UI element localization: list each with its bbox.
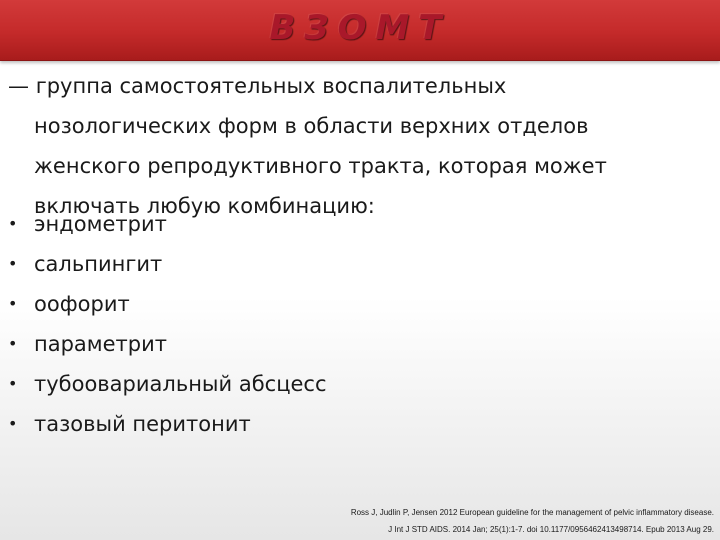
list-item bbox=[8, 244, 327, 284]
condition-list bbox=[8, 204, 327, 444]
bullet-icon: • bbox=[8, 334, 18, 353]
definition-line: включать любую комбинацию: bbox=[34, 194, 375, 218]
list-item bbox=[8, 404, 327, 444]
list-item bbox=[8, 324, 327, 364]
bullet-icon: • bbox=[8, 294, 18, 313]
citation-line: Ross J, Judlin P, Jensen 2012 European guideline for the management of pelvic inflammatory disease. bbox=[350, 508, 714, 517]
list-item-label: оофорит bbox=[34, 292, 130, 316]
bullet-icon: • bbox=[8, 254, 18, 273]
list-item bbox=[8, 364, 327, 404]
bullet-icon: • bbox=[8, 214, 18, 233]
list-item-label: тазовый перитонит bbox=[34, 412, 251, 436]
list-item-label: сальпингит bbox=[34, 252, 163, 276]
em-dash: — bbox=[8, 74, 29, 98]
definition-text bbox=[8, 66, 607, 226]
list-item-label: эндометрит bbox=[34, 212, 167, 236]
list-item-label: параметрит bbox=[34, 332, 168, 356]
definition-line bbox=[8, 66, 607, 106]
definition-line: нозологических форм в области верхних отделов bbox=[34, 114, 589, 138]
citation-line: J Int J STD AIDS. 2014 Jan; 25(1):1-7. doi 10.1177/0956462413498714. Epub 2013 Aug 29. bbox=[388, 525, 714, 534]
definition-line-text: группа самостоятельных воспалительных bbox=[35, 74, 507, 98]
bullet-icon: • bbox=[8, 374, 18, 393]
list-item bbox=[8, 204, 327, 244]
list-item-label: тубоовариальный абсцесс bbox=[34, 372, 327, 396]
definition-line: женского репродуктивного тракта, которая может bbox=[34, 154, 607, 178]
slide-title: ВЗОМТ bbox=[269, 8, 451, 48]
citation bbox=[194, 504, 714, 538]
bullet-icon: • bbox=[8, 414, 18, 433]
list-item bbox=[8, 284, 327, 324]
